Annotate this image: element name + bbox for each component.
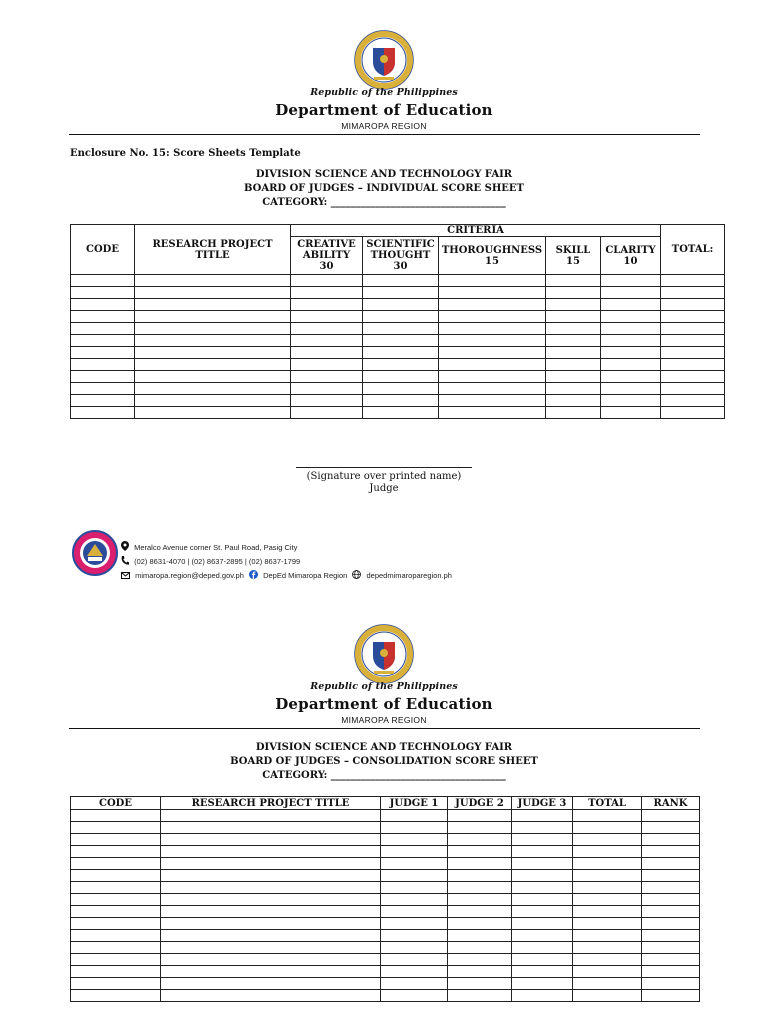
score-cell[interactable] [135,323,291,335]
score-cell[interactable] [661,287,725,299]
table-row [71,846,700,858]
score-cell[interactable] [448,846,512,858]
header-rank: RANK [642,797,700,810]
score-cell[interactable] [546,383,601,395]
table-row [71,359,725,371]
sheet1-title [0,168,768,210]
score-cell[interactable] [601,287,661,299]
score-cell[interactable] [661,383,725,395]
header-criteria: CRITERIA [291,225,661,237]
score-cell[interactable] [291,323,363,335]
score-cell[interactable] [381,954,448,966]
header-divider [69,134,700,135]
score-cell[interactable] [601,407,661,419]
score-cell[interactable] [363,407,439,419]
score-cell[interactable] [573,870,642,882]
sheet1-title-line1: DIVISION SCIENCE AND TECHNOLOGY FAIR [255,169,513,180]
score-cell[interactable] [71,383,135,395]
score-cell[interactable] [661,311,725,323]
score-cell[interactable] [161,834,381,846]
score-cell[interactable] [642,990,700,1002]
score-cell[interactable] [512,870,573,882]
score-cell[interactable] [363,299,439,311]
score-cell[interactable] [71,323,135,335]
score-cell[interactable] [135,287,291,299]
score-cell[interactable] [291,275,363,287]
score-cell[interactable] [135,311,291,323]
score-cell[interactable] [161,846,381,858]
table-row [71,311,725,323]
score-cell[interactable] [642,966,700,978]
score-cell[interactable] [601,335,661,347]
score-cell[interactable] [512,882,573,894]
score-cell[interactable] [135,371,291,383]
score-cell[interactable] [71,942,161,954]
footer-contact-row [121,563,452,583]
score-cell[interactable] [642,978,700,990]
score-cell[interactable] [161,810,381,822]
score-cell[interactable] [573,990,642,1002]
score-cell[interactable] [661,371,725,383]
score-cell[interactable] [381,942,448,954]
score-cell[interactable] [439,395,546,407]
department-heading: Department of Education [275,101,493,119]
score-cell[interactable] [573,810,642,822]
score-cell[interactable] [381,822,448,834]
table-row [71,395,725,407]
header-scientific-thought: SCIENTIFIC THOUGHT 30 [363,237,439,275]
score-cell[interactable] [512,858,573,870]
score-cell[interactable] [291,383,363,395]
score-cell[interactable] [512,846,573,858]
score-cell[interactable] [71,395,135,407]
score-cell[interactable] [381,858,448,870]
score-cell[interactable] [161,990,381,1002]
score-cell[interactable] [448,954,512,966]
score-cell[interactable] [546,287,601,299]
score-cell[interactable] [573,882,642,894]
score-cell[interactable] [642,810,700,822]
score-cell[interactable] [573,954,642,966]
score-cell[interactable] [448,810,512,822]
individual-score-table [70,224,725,419]
score-cell[interactable] [601,311,661,323]
score-cell[interactable] [161,978,381,990]
score-cell[interactable] [512,894,573,906]
score-cell[interactable] [601,323,661,335]
score-cell[interactable] [573,894,642,906]
score-cell[interactable] [291,371,363,383]
score-cell[interactable] [71,335,135,347]
republic-heading: Republic of the Philippines [310,87,458,98]
score-cell[interactable] [601,371,661,383]
table-row [71,347,725,359]
table-row [71,966,700,978]
score-cell[interactable] [439,383,546,395]
header-total: TOTAL: [661,225,725,275]
enclosure-label: Enclosure No. 15: Score Sheets Template [70,148,301,159]
score-cell[interactable] [546,275,601,287]
table-row [71,287,725,299]
score-cell[interactable] [381,990,448,1002]
footer-email[interactable]: mimaropa.region@deped.gov.ph [135,571,244,580]
header-clarity: CLARITY 10 [601,237,661,275]
score-cell[interactable] [135,359,291,371]
score-cell[interactable] [291,347,363,359]
score-cell[interactable] [439,335,546,347]
score-cell[interactable] [448,918,512,930]
deped-seal-icon-2 [354,624,414,684]
score-cell[interactable] [71,918,161,930]
score-cell[interactable] [71,347,135,359]
score-cell[interactable] [363,287,439,299]
sheet2-title-line1: DIVISION SCIENCE AND TECHNOLOGY FAIR [255,742,513,753]
score-cell[interactable] [381,966,448,978]
header-creative-ability: CREATIVE ABILITY 30 [291,237,363,275]
score-cell[interactable] [291,395,363,407]
header-total-2: TOTAL [573,797,642,810]
score-cell[interactable] [381,870,448,882]
score-cell[interactable] [601,347,661,359]
table-row [71,942,700,954]
score-cell[interactable] [381,930,448,942]
score-cell[interactable] [161,918,381,930]
score-cell[interactable] [291,359,363,371]
score-cell[interactable] [642,918,700,930]
score-cell[interactable] [135,275,291,287]
score-cell[interactable] [363,371,439,383]
score-cell[interactable] [439,347,546,359]
score-cell[interactable] [546,311,601,323]
score-cell[interactable] [448,930,512,942]
score-cell[interactable] [161,954,381,966]
score-cell[interactable] [642,954,700,966]
score-cell[interactable] [512,990,573,1002]
facebook-icon [249,564,258,583]
score-cell[interactable] [512,906,573,918]
score-cell[interactable] [135,347,291,359]
score-cell[interactable] [161,882,381,894]
header-skill: SKILL 15 [546,237,601,275]
score-cell[interactable] [661,359,725,371]
email-icon [121,564,130,583]
score-cell[interactable] [71,894,161,906]
score-cell[interactable] [291,407,363,419]
score-cell[interactable] [439,299,546,311]
header-judge-3: JUDGE 3 [512,797,573,810]
score-cell[interactable] [381,882,448,894]
score-cell[interactable] [71,299,135,311]
score-cell[interactable] [546,335,601,347]
table-row [71,990,700,1002]
republic-heading-2: Republic of the Philippines [310,681,458,692]
score-cell[interactable] [448,894,512,906]
score-cell[interactable] [381,918,448,930]
score-cell[interactable] [363,311,439,323]
score-cell[interactable] [135,335,291,347]
score-cell[interactable] [448,822,512,834]
score-cell[interactable] [161,858,381,870]
score-cell[interactable] [661,407,725,419]
score-cell[interactable] [642,942,700,954]
score-cell[interactable] [363,323,439,335]
score-cell[interactable] [135,395,291,407]
score-cell[interactable] [381,846,448,858]
score-cell[interactable] [381,906,448,918]
score-cell[interactable] [512,822,573,834]
footer-facebook[interactable]: DepEd Mimaropa Region [263,571,348,580]
score-cell[interactable] [135,407,291,419]
score-cell[interactable] [448,966,512,978]
score-cell[interactable] [601,395,661,407]
table-row [71,822,700,834]
score-cell[interactable] [71,407,135,419]
score-cell[interactable] [439,323,546,335]
score-cell[interactable] [546,395,601,407]
score-cell[interactable] [161,870,381,882]
score-cell[interactable] [573,942,642,954]
header-code-2: CODE [71,797,161,810]
consolidation-score-rows [71,810,700,1002]
globe-icon [352,564,361,583]
table-row [71,407,725,419]
table-row [71,930,700,942]
score-cell[interactable] [661,323,725,335]
score-cell[interactable] [661,275,725,287]
score-cell[interactable] [71,822,161,834]
score-cell[interactable] [601,299,661,311]
score-cell[interactable] [71,870,161,882]
table-row [71,323,725,335]
score-cell[interactable] [439,359,546,371]
score-cell[interactable] [439,275,546,287]
individual-score-rows [71,275,725,419]
score-cell[interactable] [161,894,381,906]
sheet2-title-line2: BOARD OF JUDGES – CONSOLIDATION SCORE SHEET [230,756,538,767]
score-cell[interactable] [448,858,512,870]
score-cell[interactable] [601,275,661,287]
score-cell[interactable] [71,966,161,978]
score-cell[interactable] [546,323,601,335]
score-cell[interactable] [71,954,161,966]
table-row [71,906,700,918]
score-cell[interactable] [546,359,601,371]
score-cell[interactable] [642,930,700,942]
score-cell[interactable] [642,834,700,846]
score-cell[interactable] [573,846,642,858]
sheet2-category: CATEGORY: ___________________________________ [262,770,506,781]
header-research-title-2: RESEARCH PROJECT TITLE [161,797,381,810]
score-cell[interactable] [573,966,642,978]
score-cell[interactable] [448,942,512,954]
header-thoroughness: THOROUGHNESS 15 [439,237,546,275]
signature-caption: (Signature over printed name) [306,471,462,482]
score-cell[interactable] [512,978,573,990]
sheet2-title [0,741,768,783]
table-row [71,371,725,383]
header-research-title: RESEARCH PROJECT TITLE [135,225,291,275]
score-cell[interactable] [161,942,381,954]
score-cell[interactable] [363,335,439,347]
consolidation-score-table [70,796,700,1002]
score-cell[interactable] [381,834,448,846]
score-cell[interactable] [573,834,642,846]
score-cell[interactable] [512,930,573,942]
score-cell[interactable] [448,834,512,846]
score-cell[interactable] [363,275,439,287]
region-heading: MIMAROPA REGION [341,121,427,131]
score-cell[interactable] [546,299,601,311]
score-cell[interactable] [661,395,725,407]
table-row [71,383,725,395]
score-cell[interactable] [573,978,642,990]
score-cell[interactable] [381,894,448,906]
score-cell[interactable] [71,906,161,918]
score-cell[interactable] [448,906,512,918]
score-cell[interactable] [71,287,135,299]
score-cell[interactable] [381,810,448,822]
header-divider-2 [69,728,700,729]
footer-phones: (02) 8631-4070 | (02) 8637-2895 | (02) 8637-1799 [134,557,301,566]
score-cell[interactable] [573,858,642,870]
score-cell[interactable] [363,359,439,371]
score-cell[interactable] [381,978,448,990]
score-cell[interactable] [512,966,573,978]
score-cell[interactable] [642,882,700,894]
score-cell[interactable] [291,299,363,311]
score-cell[interactable] [439,371,546,383]
score-cell[interactable] [71,275,135,287]
score-cell[interactable] [642,822,700,834]
score-cell[interactable] [363,383,439,395]
score-cell[interactable] [71,930,161,942]
score-cell[interactable] [71,858,161,870]
score-cell[interactable] [71,810,161,822]
score-cell[interactable] [661,335,725,347]
signature-line [296,467,472,468]
score-cell[interactable] [71,834,161,846]
score-cell[interactable] [512,942,573,954]
score-cell[interactable] [642,894,700,906]
table-row [71,335,725,347]
score-cell[interactable] [71,990,161,1002]
score-cell[interactable] [135,299,291,311]
header-judge-2: JUDGE 2 [448,797,512,810]
score-cell[interactable] [439,311,546,323]
signature-role: Judge [369,483,399,494]
score-cell[interactable] [439,287,546,299]
table-row [71,834,700,846]
score-cell[interactable] [71,882,161,894]
deped-seal-icon [354,30,414,90]
score-cell[interactable] [546,371,601,383]
table-row [71,894,700,906]
score-cell[interactable] [512,810,573,822]
score-cell[interactable] [601,359,661,371]
score-cell[interactable] [601,383,661,395]
score-cell[interactable] [135,383,291,395]
regional-logo-icon [72,530,118,576]
sheet1-category: CATEGORY: ___________________________________ [262,197,506,208]
footer-website[interactable]: depedmimaroparegion.ph [366,571,452,580]
score-cell[interactable] [448,882,512,894]
table-row [71,275,725,287]
score-cell[interactable] [71,359,135,371]
table-row [71,954,700,966]
score-cell[interactable] [573,822,642,834]
header-code: CODE [71,225,135,275]
score-cell[interactable] [642,858,700,870]
table-row [71,918,700,930]
score-cell[interactable] [161,906,381,918]
score-cell[interactable] [512,834,573,846]
score-cell[interactable] [71,978,161,990]
footer-address: Meralco Avenue corner St. Paul Road, Pasig City [134,543,298,552]
score-cell[interactable] [291,287,363,299]
region-heading-2: MIMAROPA REGION [341,715,427,725]
score-cell[interactable] [71,846,161,858]
table-row [71,978,700,990]
score-cell[interactable] [546,347,601,359]
score-cell[interactable] [291,311,363,323]
score-cell[interactable] [661,299,725,311]
score-cell[interactable] [573,930,642,942]
score-cell[interactable] [448,978,512,990]
score-cell[interactable] [439,407,546,419]
score-cell[interactable] [573,906,642,918]
score-cell[interactable] [161,822,381,834]
score-cell[interactable] [161,966,381,978]
score-cell[interactable] [661,347,725,359]
score-cell[interactable] [642,906,700,918]
score-cell[interactable] [642,870,700,882]
sheet1-title-line2: BOARD OF JUDGES – INDIVIDUAL SCORE SHEET [244,183,524,194]
score-cell[interactable] [448,870,512,882]
table-row [71,858,700,870]
department-heading-2: Department of Education [275,695,493,713]
header-judge-1: JUDGE 1 [381,797,448,810]
table-row [71,810,700,822]
score-cell[interactable] [291,335,363,347]
score-cell[interactable] [161,930,381,942]
score-cell[interactable] [363,347,439,359]
score-cell[interactable] [71,371,135,383]
score-cell[interactable] [573,918,642,930]
score-cell[interactable] [71,311,135,323]
score-cell[interactable] [512,918,573,930]
score-cell[interactable] [642,846,700,858]
table-row [71,299,725,311]
table-row [71,882,700,894]
score-cell[interactable] [512,954,573,966]
table-row [71,870,700,882]
score-cell[interactable] [448,990,512,1002]
score-cell[interactable] [363,395,439,407]
score-cell[interactable] [546,407,601,419]
